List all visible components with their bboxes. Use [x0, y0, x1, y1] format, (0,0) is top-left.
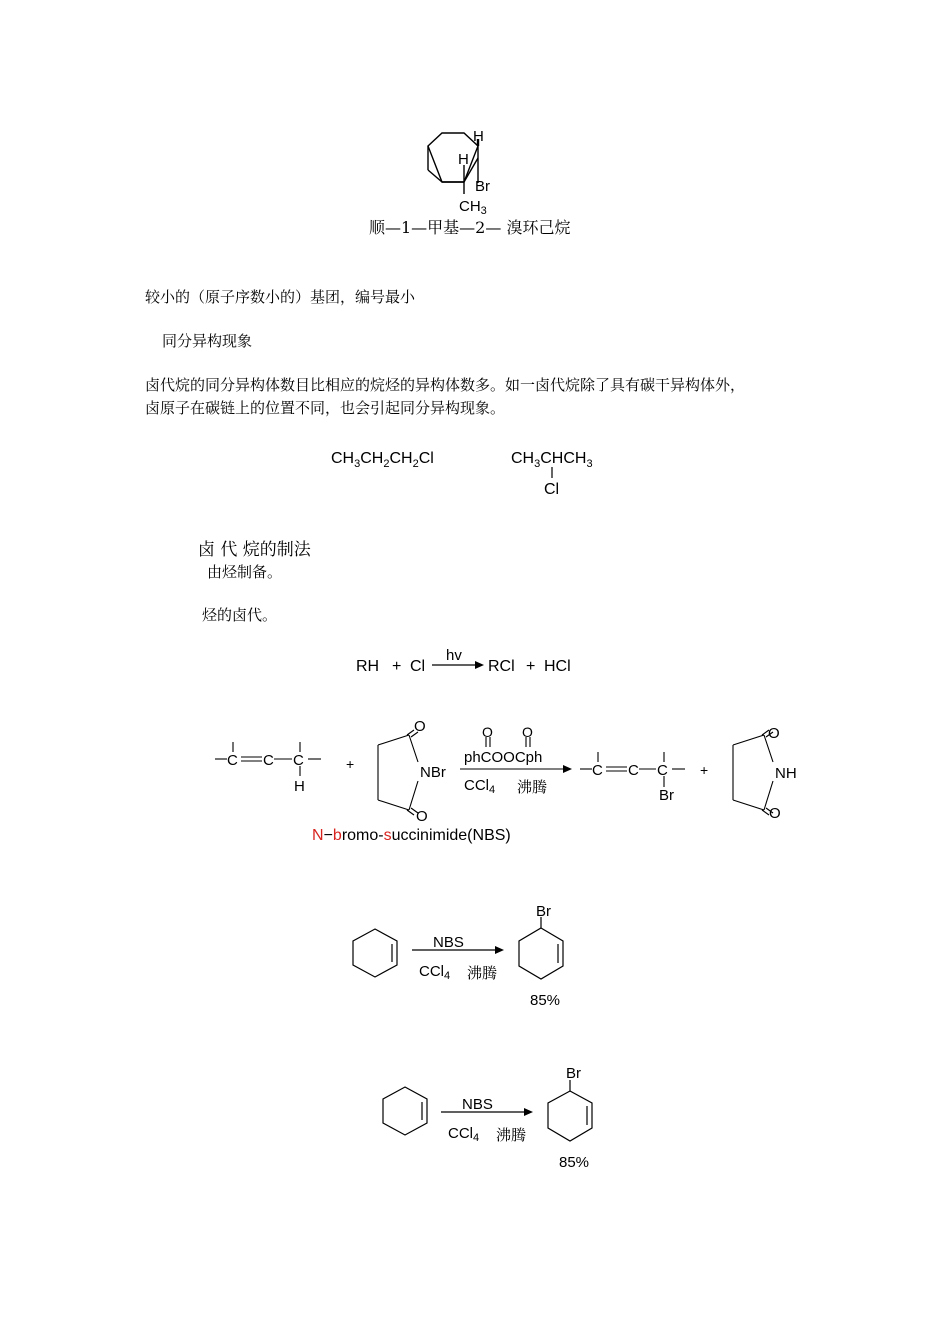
svg-text:CCl4: CCl$_4$ — [464, 777, 496, 796]
h-top-label: H — [473, 128, 484, 145]
svg-text:O: O — [522, 724, 533, 740]
svg-text:Br: Br — [536, 903, 551, 920]
svg-text:H: H — [294, 778, 305, 795]
svg-text:C: C — [628, 762, 639, 779]
svg-text:CCl4: CCl$_4$ — [419, 963, 451, 982]
cis-compound-caption: 顺—1—甲基—2— 溴环己烷 — [369, 218, 571, 237]
svg-text:O: O — [416, 808, 428, 825]
svg-text:CCl4: CCl$_4$ — [448, 1125, 480, 1144]
paragraph-isomerism-heading: 同分异构现象 — [162, 332, 253, 350]
svg-text:NBr: NBr — [420, 764, 446, 781]
h-mid-label: H — [458, 151, 469, 168]
svg-text:沸腾: 沸腾 — [517, 779, 548, 796]
subheading-halogenation: 烃的卤代。 — [202, 606, 278, 624]
isomer-1-chloropropane: $CH_3CH_2CH_2Cl$ — [331, 450, 434, 470]
svg-text:O: O — [769, 805, 781, 822]
svg-text:沸腾: 沸腾 — [467, 965, 498, 982]
svg-text:+: + — [346, 756, 355, 772]
svg-text:85%: 85% — [530, 992, 561, 1009]
svg-text:HCl: HCl — [544, 658, 571, 675]
svg-text:Br: Br — [659, 787, 674, 804]
svg-text:C: C — [263, 752, 274, 769]
svg-text:phCOOCph: phCOOCph — [464, 749, 543, 766]
svg-text:+: + — [700, 762, 709, 778]
svg-text:C: C — [592, 762, 603, 779]
svg-text:+: + — [526, 658, 536, 675]
svg-text:NH: NH — [775, 765, 797, 782]
isomer-cl-label: Cl — [544, 481, 560, 498]
paragraph-isomerism-line1: 卤代烷的同分异构体数目比相应的烷烃的异构体数多。如一卤代烷除了具有碳干异构体外， — [145, 376, 746, 394]
paragraph-numbering: 较小的（原子序数小的）基团，编号最小 — [145, 288, 416, 306]
subheading-from-hydrocarbons: 由烃制备。 — [207, 563, 283, 581]
svg-text:C: C — [293, 752, 304, 769]
nbs-full-name: N−bromo-succinimide(NBS) — [312, 827, 511, 844]
svg-text:RH: RH — [356, 658, 380, 675]
svg-text:NBS: NBS — [462, 1096, 493, 1113]
isomer-2-chloropropane: $CH_3CHCH_3$ — [511, 450, 593, 470]
svg-text:沸腾: 沸腾 — [496, 1127, 527, 1144]
svg-text:+: + — [392, 658, 402, 675]
svg-text:Br: Br — [566, 1065, 581, 1082]
svg-text:C: C — [227, 752, 238, 769]
br-label: Br — [475, 178, 490, 195]
svg-text:C: C — [657, 762, 668, 779]
svg-text:NBS: NBS — [433, 934, 464, 951]
svg-text:O: O — [482, 724, 493, 740]
svg-text:85%: 85% — [559, 1154, 590, 1171]
svg-text:O: O — [768, 725, 780, 742]
paragraph-isomerism-line2: 卤原子在碳链上的位置不同，也会引起同分异构现象。 — [145, 399, 506, 417]
svg-text:Cl: Cl — [410, 658, 426, 675]
ch3-label: $CH_3$ — [459, 198, 487, 217]
svg-text:hv: hv — [446, 647, 462, 664]
svg-text:O: O — [414, 718, 426, 735]
svg-text:RCl: RCl — [488, 658, 515, 675]
section-heading: 卤 代 烷的制法 — [198, 540, 311, 560]
